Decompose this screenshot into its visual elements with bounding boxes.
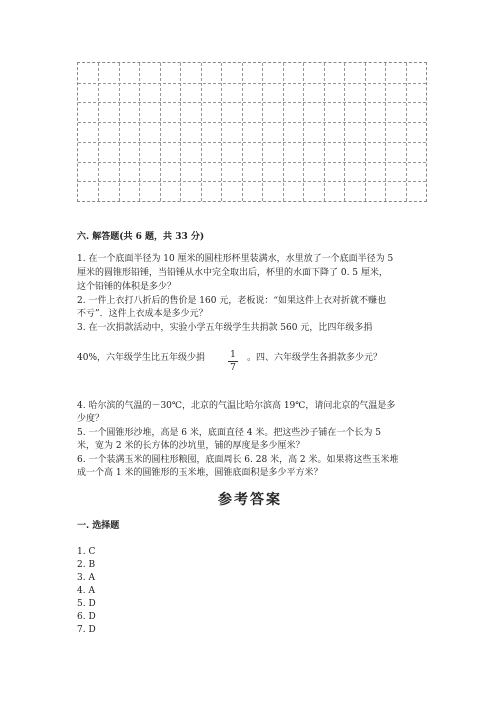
answer-item: 5. D (77, 599, 96, 609)
q5-line1: 5. 一个圆锥形沙堆，高是 6 米，底面直径 4 米。把这些沙子铺在一个长为 5 (77, 428, 381, 438)
answer-item: 4. A (77, 586, 95, 596)
q2-line1: 2. 一件上衣打八折后的售价是 160 元，老板说：“如果这件上衣对折就不赚也 (77, 296, 386, 306)
grid-row-line (78, 142, 426, 143)
answer-item: 1. C (77, 547, 96, 557)
writing-grid (77, 62, 427, 202)
fraction-denominator: 7 (230, 363, 236, 373)
answer-item: 2. B (77, 560, 96, 570)
q3-line1: 3. 在一次捐款活动中，实验小学五年级学生共捐款 560 元，比四年级多捐 (77, 323, 373, 333)
q3-line2-b: 。四、六年级学生各捐款多少元？ (247, 353, 383, 363)
grid-row-line (78, 122, 426, 123)
grid-row-line (78, 83, 426, 84)
answer-item: 6. D (77, 612, 96, 622)
grid-row-line (78, 181, 426, 182)
answers-section1-heading: 一. 选择题 (77, 521, 120, 531)
fraction-one-seventh (228, 350, 238, 373)
section6-heading: 六. 解答题(共 6 题，共 33 分) (77, 232, 205, 242)
answers-title: 参考答案 (218, 492, 282, 508)
q1-line1: 1. 在一个底面半径为 10 厘米的圆柱形杯里装满水，水里放了一个底面半径为 5 (77, 254, 394, 264)
fraction-bar (228, 361, 238, 362)
q4-line1: 4. 哈尔滨的气温的－30℃，北京的气温比哈尔滨高 19℃，请问北京的气温是多 (77, 401, 396, 411)
fraction-numerator: 1 (230, 350, 236, 360)
grid-row-line (78, 102, 426, 103)
answer-item: 3. A (77, 573, 95, 583)
q2-line2: 不亏”．这件上衣成本是多少元？ (77, 309, 208, 319)
q6-line2: 成一个高 1 米的圆锥形的玉米堆，圆锥底面积是多少平方米？ (77, 468, 323, 478)
q1-line3: 这个铅锤的体积是多少？ (77, 282, 177, 292)
grid-row-line (78, 162, 426, 163)
answer-item: 7. D (77, 625, 96, 635)
q5-line2: 米，宽为 2 米的长方体的沙坑里，铺的厚度是多少厘米？ (77, 441, 305, 451)
q6-line1: 6. 一个装满玉米的圆柱形粮囤，底面周长 6. 28 米，高 2 米。如果将这些玉米堆 (77, 455, 399, 465)
q1-line2: 厘米的圆锥形铅锤，当铅锤从水中完全取出后，杯里的水面下降了 0. 5 厘米， (77, 268, 388, 278)
q3-line2-a: 40%，六年级学生比五年级少捐 (77, 353, 206, 363)
q4-line2: 少度？ (77, 414, 105, 424)
